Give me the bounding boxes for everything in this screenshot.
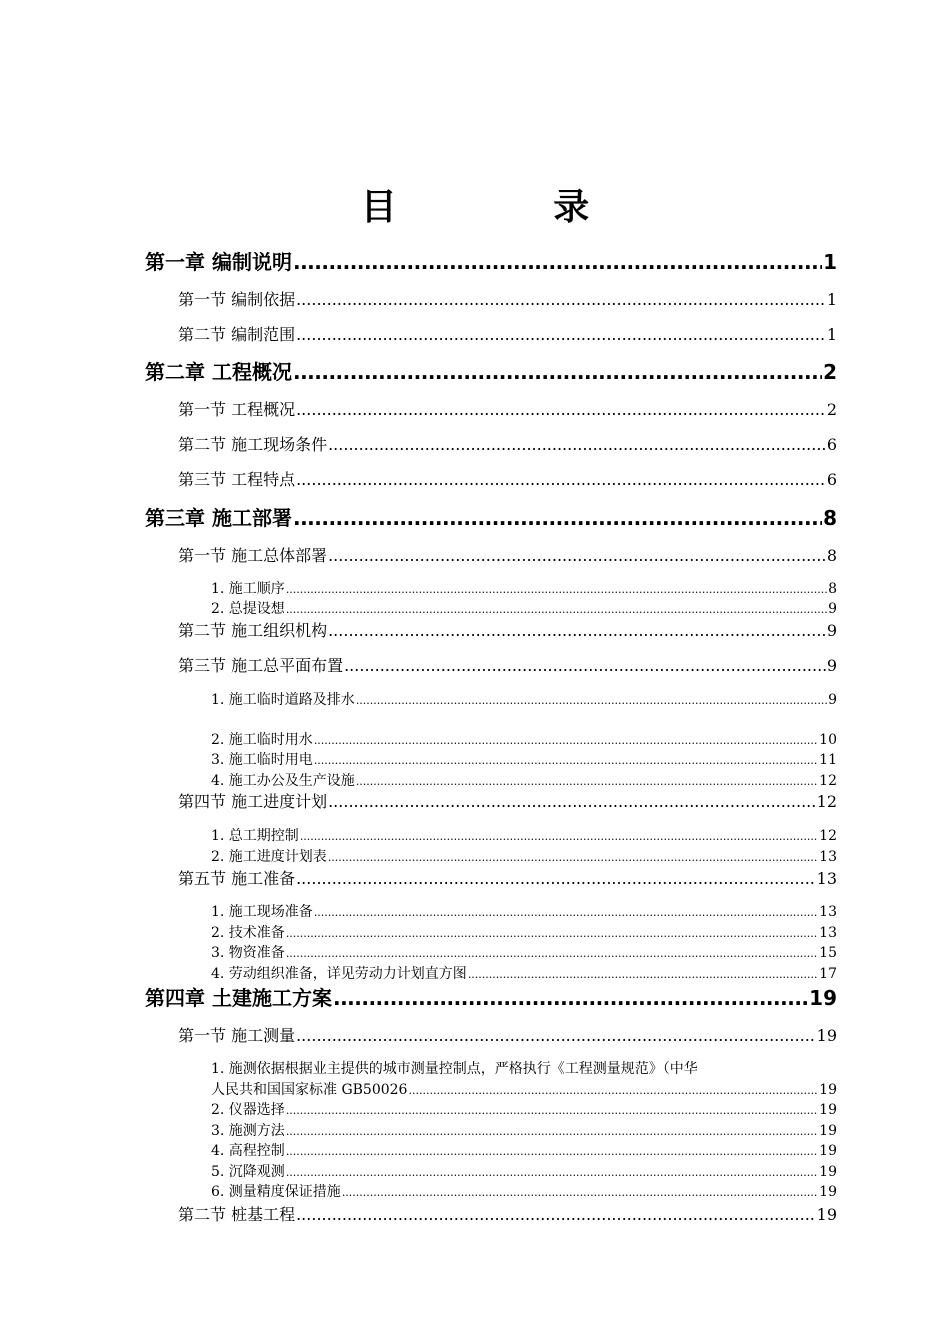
- toc-chapter-2[interactable]: [145, 360, 837, 384]
- dot-leader: [328, 792, 816, 812]
- toc-entry-text: 1. 施工顺序: [211, 581, 285, 597]
- dot-leader: [328, 849, 818, 867]
- toc-page-number: 9: [828, 692, 837, 708]
- toc-entry-text: 5. 沉降观测: [211, 1164, 285, 1180]
- toc-entry-text: 3. 施测方法: [211, 1123, 285, 1139]
- toc-page-number: 6: [826, 435, 837, 454]
- toc-section[interactable]: [178, 470, 837, 490]
- toc-entry-text: 4. 劳动组织准备，详见劳动力计划直方图: [211, 966, 467, 982]
- toc-entry-text: 第一章 编制说明: [145, 250, 292, 274]
- dot-leader: [328, 435, 826, 455]
- toc-subsection[interactable]: [211, 691, 837, 710]
- dot-leader: [296, 325, 826, 345]
- toc-section[interactable]: [178, 656, 837, 676]
- dot-leader: [286, 581, 827, 599]
- dot-leader: [286, 925, 818, 943]
- toc-entry-text: 第一节 工程概况: [178, 400, 296, 419]
- toc-subsection[interactable]: [211, 827, 837, 846]
- toc-entry-text: 2. 仪器选择: [211, 1102, 285, 1118]
- toc-page-number: 12: [819, 828, 837, 844]
- toc-entry-text: 第二节 桩基工程: [178, 1205, 296, 1224]
- dot-leader: [468, 966, 818, 984]
- dot-leader: [293, 360, 822, 384]
- toc-subsection[interactable]: [211, 1122, 837, 1141]
- toc-entry-text: 2. 施工临时用水: [211, 732, 313, 748]
- toc-section[interactable]: [178, 621, 837, 641]
- toc-subsection[interactable]: [211, 965, 837, 984]
- toc-page-number: 19: [819, 1123, 837, 1139]
- toc-page-number: 6: [826, 470, 837, 489]
- toc-subsection[interactable]: [211, 848, 837, 867]
- dot-leader: [286, 1123, 818, 1141]
- toc-entry-text: 1. 施工临时道路及排水: [211, 692, 355, 708]
- dot-leader: [356, 773, 818, 791]
- toc-entry-text: 1. 施工现场准备: [211, 904, 313, 920]
- dot-leader: [286, 1164, 818, 1182]
- dot-leader: [286, 1102, 818, 1120]
- toc-entry-text: 第五节 施工准备: [178, 869, 296, 888]
- toc-page-number: 19: [819, 1164, 837, 1180]
- toc-subsection-wrapped-line[interactable]: 1. 施测依据根据业主提供的城市测量控制点，严格执行《工程测量规范》（中华: [211, 1061, 698, 1077]
- toc-page-number: 13: [819, 904, 837, 920]
- dot-leader: [296, 470, 826, 490]
- toc-entry-text: 1. 总工期控制: [211, 828, 299, 844]
- toc-page-number: 9: [826, 621, 837, 640]
- toc-subsection[interactable]: [211, 1183, 837, 1202]
- toc-page-number: 12: [816, 792, 837, 811]
- toc-entry-text: 第一节 施工总体部署: [178, 546, 328, 565]
- toc-page-number: 19: [819, 1184, 837, 1200]
- dot-leader: [328, 546, 826, 566]
- toc-subsection[interactable]: [211, 1081, 837, 1100]
- dot-leader: [328, 621, 826, 641]
- toc-chapter-1[interactable]: [145, 250, 837, 274]
- toc-page-number: 15: [819, 945, 837, 961]
- toc-page-number: 8: [823, 506, 837, 530]
- dot-leader: [286, 601, 827, 619]
- toc-page-number: 17: [819, 966, 837, 982]
- dot-leader: [408, 1082, 818, 1100]
- toc-chapter-4[interactable]: [145, 986, 837, 1010]
- toc-section[interactable]: [178, 400, 837, 420]
- toc-entry-text: 6. 测量精度保证措施: [211, 1184, 341, 1200]
- toc-section[interactable]: [178, 1205, 837, 1225]
- toc-entry-text: 第二节 编制范围: [178, 325, 296, 344]
- dot-leader: [286, 1143, 818, 1161]
- toc-entry-text: 2. 总提设想: [211, 601, 285, 617]
- dot-leader: [296, 1205, 816, 1225]
- dot-leader: [342, 1184, 818, 1202]
- toc-subsection[interactable]: [211, 944, 837, 963]
- toc-entry-text: 第三节 施工总平面布置: [178, 656, 344, 675]
- toc-page-number: 13: [819, 849, 837, 865]
- toc-entry-text: 第四节 施工进度计划: [178, 792, 328, 811]
- toc-page-number: 13: [819, 925, 837, 941]
- dot-leader: [300, 828, 818, 846]
- toc-page-number: 2: [826, 400, 837, 419]
- toc-entry-text: 第三章 施工部署: [145, 506, 292, 530]
- toc-page-number: 12: [819, 773, 837, 789]
- toc-section[interactable]: [178, 290, 837, 310]
- dot-leader: [296, 400, 826, 420]
- toc-entry-text: 第二节 施工组织机构: [178, 621, 328, 640]
- dot-leader: [333, 986, 808, 1010]
- toc-section[interactable]: [178, 792, 837, 812]
- toc-entry-text: 第一节 编制依据: [178, 290, 296, 309]
- toc-entry-text: 第四章 土建施工方案: [145, 986, 332, 1010]
- dot-leader: [314, 732, 818, 750]
- toc-page-number: 19: [819, 1102, 837, 1118]
- toc-page-number: 9: [828, 601, 837, 617]
- toc-section[interactable]: [178, 546, 837, 566]
- toc-entry-text: 4. 高程控制: [211, 1143, 285, 1159]
- toc-title: 目 录: [360, 187, 662, 228]
- toc-subsection[interactable]: [211, 1142, 837, 1161]
- toc-page-number: 9: [826, 656, 837, 675]
- toc-page-number: 19: [816, 1205, 837, 1224]
- toc-subsection[interactable]: [211, 600, 837, 619]
- toc-section[interactable]: [178, 869, 837, 889]
- toc-entry-text: 4. 施工办公及生产设施: [211, 773, 355, 789]
- toc-subsection[interactable]: [211, 772, 837, 791]
- toc-entry-text: 3. 施工临时用电: [211, 752, 313, 768]
- toc-page-number: 10: [819, 732, 837, 748]
- toc-subsection[interactable]: [211, 903, 837, 922]
- toc-entry-text: 第二节 施工现场条件: [178, 435, 328, 454]
- toc-page-number: 11: [819, 752, 837, 768]
- toc-chapter-3[interactable]: [145, 506, 837, 530]
- toc-page-number: 19: [816, 1026, 837, 1045]
- toc-subsection[interactable]: [211, 924, 837, 943]
- toc-entry-text: 第一节 施工测量: [178, 1026, 296, 1045]
- dot-leader: [296, 869, 816, 889]
- dot-leader: [314, 904, 818, 922]
- toc-subsection[interactable]: [211, 731, 837, 750]
- dot-leader: [293, 250, 822, 274]
- toc-section[interactable]: [178, 1026, 837, 1046]
- toc-entry-text: 第三节 工程特点: [178, 470, 296, 489]
- dot-leader: [293, 506, 822, 530]
- toc-page-number: 8: [826, 546, 837, 565]
- toc-page-number: 1: [826, 290, 837, 309]
- toc-entry-text: 人民共和国国家标准 GB50026: [211, 1082, 408, 1098]
- toc-page-number: 8: [828, 581, 837, 597]
- toc-subsection[interactable]: [211, 580, 837, 599]
- toc-subsection[interactable]: [211, 1101, 837, 1120]
- dot-leader: [296, 290, 826, 310]
- toc-page-number: 19: [819, 1082, 837, 1098]
- toc-subsection[interactable]: [211, 751, 837, 770]
- toc-entry-text: 第二章 工程概况: [145, 360, 292, 384]
- toc-page-number: 1: [823, 250, 837, 274]
- toc-subsection[interactable]: [211, 1163, 837, 1182]
- dot-leader: [286, 945, 818, 963]
- dot-leader: [356, 692, 827, 710]
- dot-leader: [296, 1026, 816, 1046]
- toc-entry-text: 2. 技术准备: [211, 925, 285, 941]
- toc-page-number: 1: [826, 325, 837, 344]
- toc-entry-text: 2. 施工进度计划表: [211, 849, 327, 865]
- dot-leader: [344, 656, 826, 676]
- toc-page-number: 19: [819, 1143, 837, 1159]
- toc-page-number: 19: [809, 986, 837, 1010]
- toc-page-number: 13: [816, 869, 837, 888]
- toc-page-number: 2: [823, 360, 837, 384]
- dot-leader: [314, 752, 818, 770]
- toc-section[interactable]: [178, 435, 837, 455]
- toc-section[interactable]: [178, 325, 837, 345]
- toc-entry-text: 3. 物资准备: [211, 945, 285, 961]
